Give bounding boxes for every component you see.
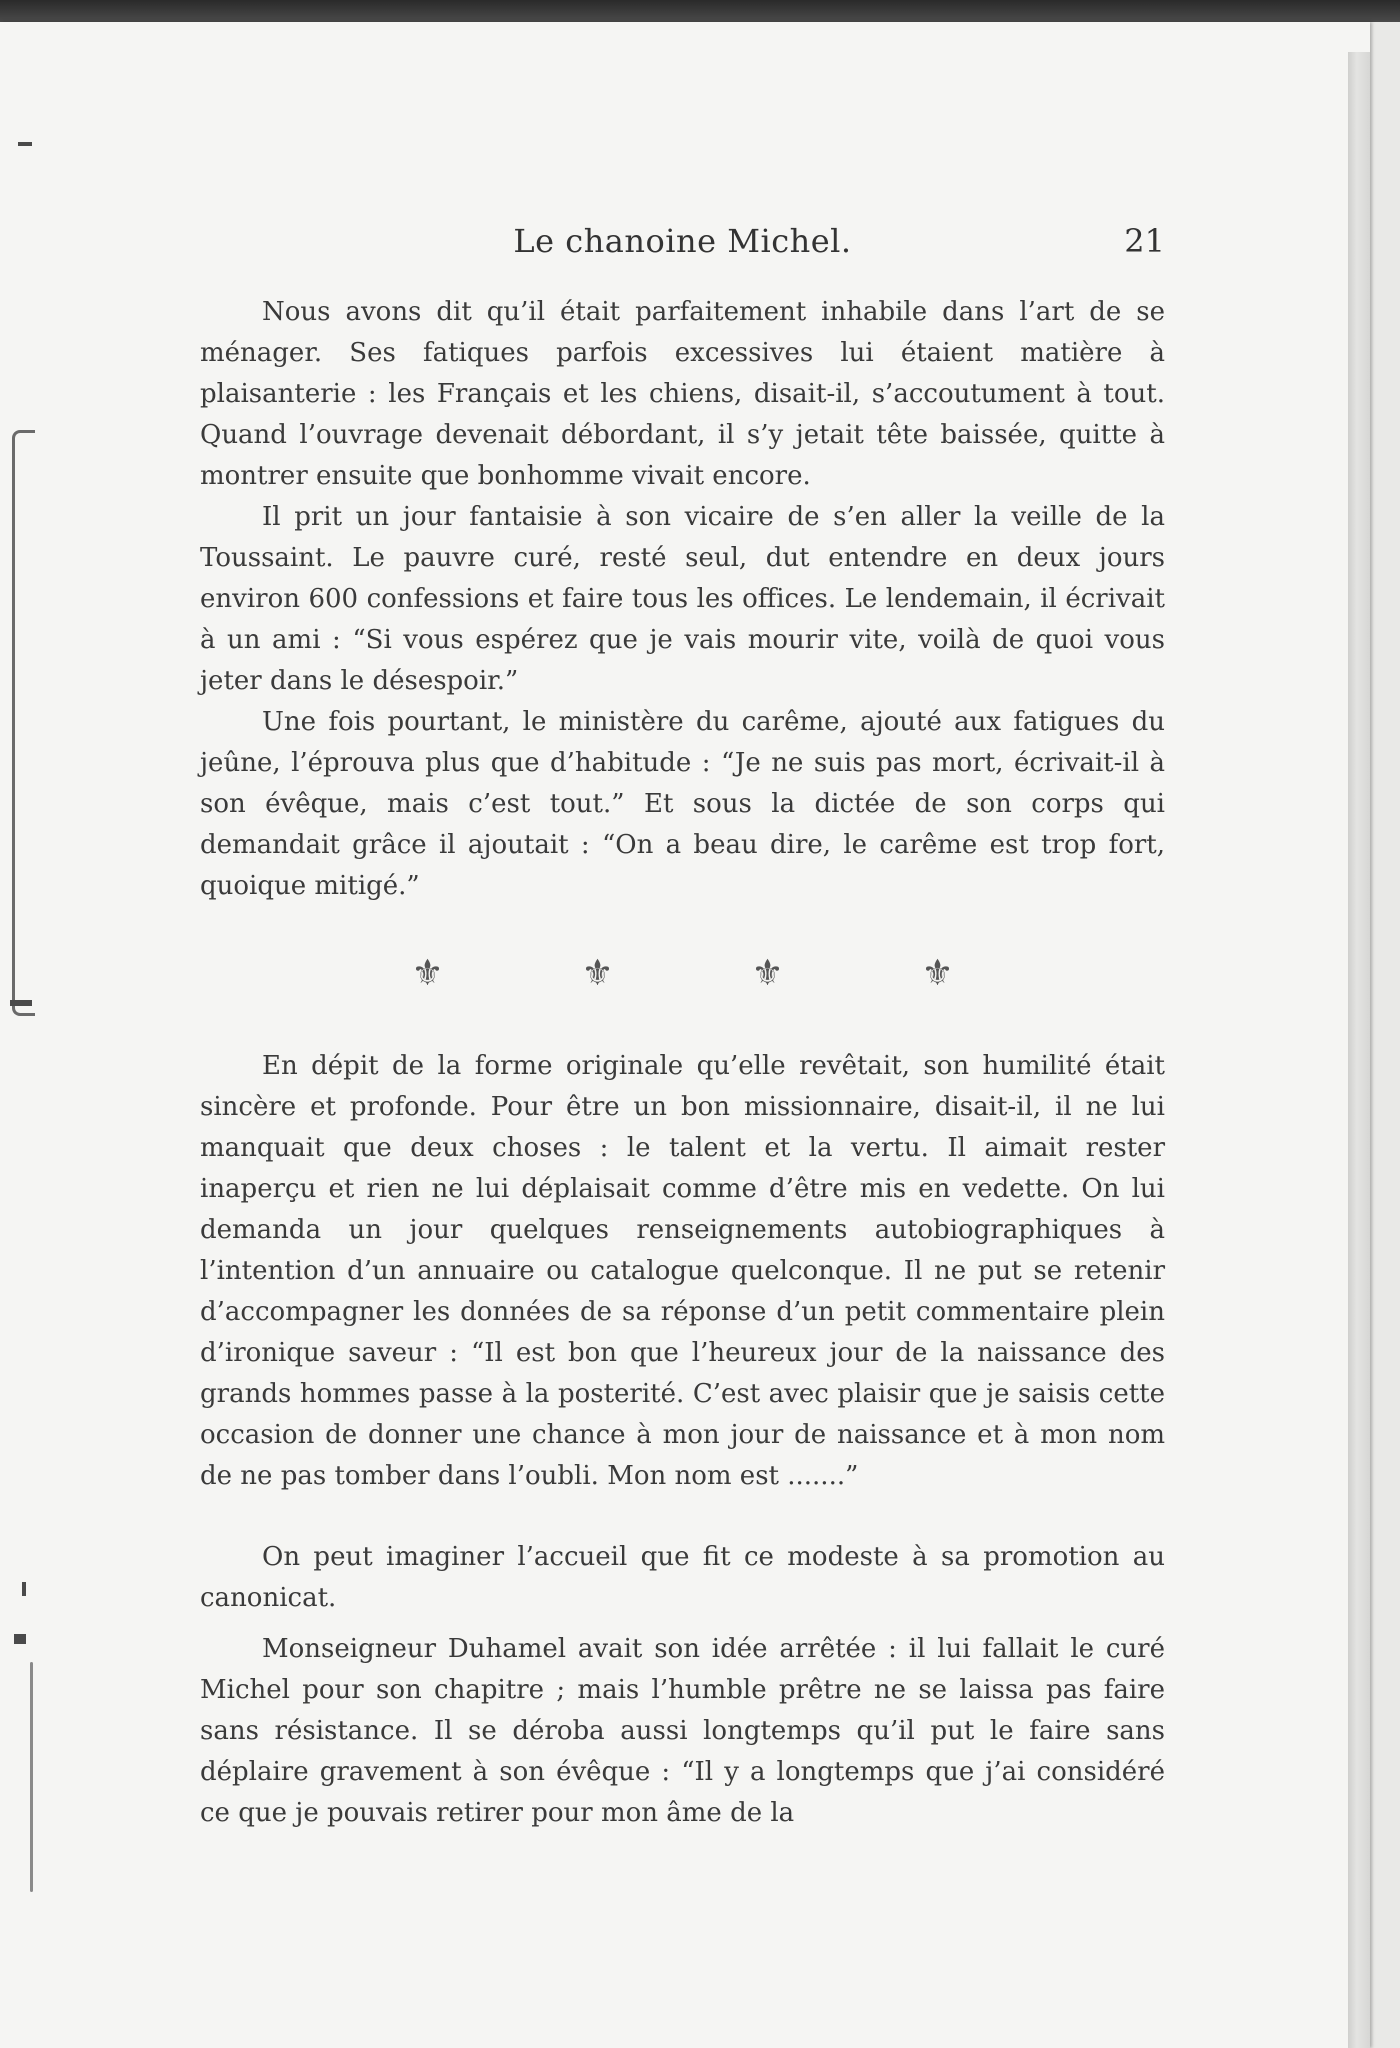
scanner-top-edge bbox=[0, 0, 1400, 22]
margin-pencil-bracket bbox=[12, 430, 35, 1016]
margin-pencil-mark bbox=[14, 1634, 26, 1644]
margin-pencil-mark bbox=[22, 1582, 26, 1596]
section-ornaments bbox=[200, 953, 1165, 994]
fleur-de-lis-icon: ⚜ bbox=[411, 953, 444, 994]
fleur-de-lis-icon: ⚜ bbox=[751, 953, 784, 994]
page-number: 21 bbox=[1124, 222, 1165, 260]
page-text bbox=[200, 222, 1165, 1834]
margin-pencil-mark bbox=[10, 1000, 32, 1006]
paragraph: Monseigneur Duhamel avait son idée arrêtée : il lui fallait le curé Michel pour son chapitre ; mais l’humble prêtre ne se laissa pas faire sans résistance. Il se déroba aussi longtemps qu’il put le faire sans déplaire gravement à son évêque : “Il y a longtemps que j’ai considéré ce que je pouvais retirer pour mon âme de la bbox=[200, 1634, 1165, 1828]
margin-pencil-mark bbox=[18, 142, 32, 146]
paragraph: Il prit un jour fantaisie à son vicaire de s’en aller la veille de la Toussaint. Le pauvre curé, resté seul, dut entendre en deux jours environ 600 confessions et faire tous les offices. Le lendemain, il écrivait à un ami : “Si vous espérez que je vais mourir vite, voilà de quoi vous jeter dans le désespoir.” bbox=[200, 502, 1165, 696]
paragraph: Nous avons dit qu’il était parfaitement inhabile dans l’art de se ménager. Ses fatiques parfois excessives lui étaient matière à plaisanterie : les Français et les chiens, disait-il, s’accoutument à tout. Quand l’ouvrage devenait débordant, il s’y jetait tête baissée, quitte à montrer ensuite que bonhomme vivait encore. bbox=[200, 297, 1165, 491]
running-title: Le chanoine Michel. bbox=[513, 222, 852, 260]
fleur-de-lis-icon: ⚜ bbox=[581, 953, 614, 994]
running-head bbox=[200, 222, 1165, 282]
paragraph: Une fois pourtant, le ministère du carême, ajouté aux fatigues du jeûne, l’éprouva plus que d’habitude : “Je ne suis pas mort, écrivait-il à son évêque, mais c’est tout.” Et sous la dictée de son corps qui demandait grâce il ajoutait : “On a beau dire, le carême est trop fort, quoique mitigé.” bbox=[200, 707, 1165, 901]
fleur-de-lis-icon: ⚜ bbox=[921, 953, 954, 994]
book-page bbox=[0, 22, 1370, 2048]
page-edge-shadow bbox=[1348, 52, 1370, 2048]
paragraph: On peut imaginer l’accueil que fit ce modeste à sa promotion au canonicat. bbox=[200, 1542, 1165, 1613]
margin-pencil-line bbox=[30, 1662, 33, 1892]
paragraph: En dépit de la forme originale qu’elle revêtait, son humilité était sincère et profonde. Pour être un bon missionnaire, disait-il, il ne lui manquait que deux choses : le talent et la vertu. Il aimait rester inaperçu et rien ne lui déplaisait comme d’être mis en vedette. On lui demanda un jour quelques renseignements autobiographiques à l’intention d’un annuaire ou catalogue quelconque. Il ne put se retenir d’accompagner les données de sa réponse d’un petit commentaire plein d’ironique saveur : “Il est bon que l’heureux jour de la naissance des grands hommes passe à la posterité. C’est avec plaisir que je saisis cette occasion de donner une chance à mon jour de naissance et à mon nom de ne pas tomber dans l’oubli. Mon nom est .......” bbox=[200, 1051, 1165, 1491]
